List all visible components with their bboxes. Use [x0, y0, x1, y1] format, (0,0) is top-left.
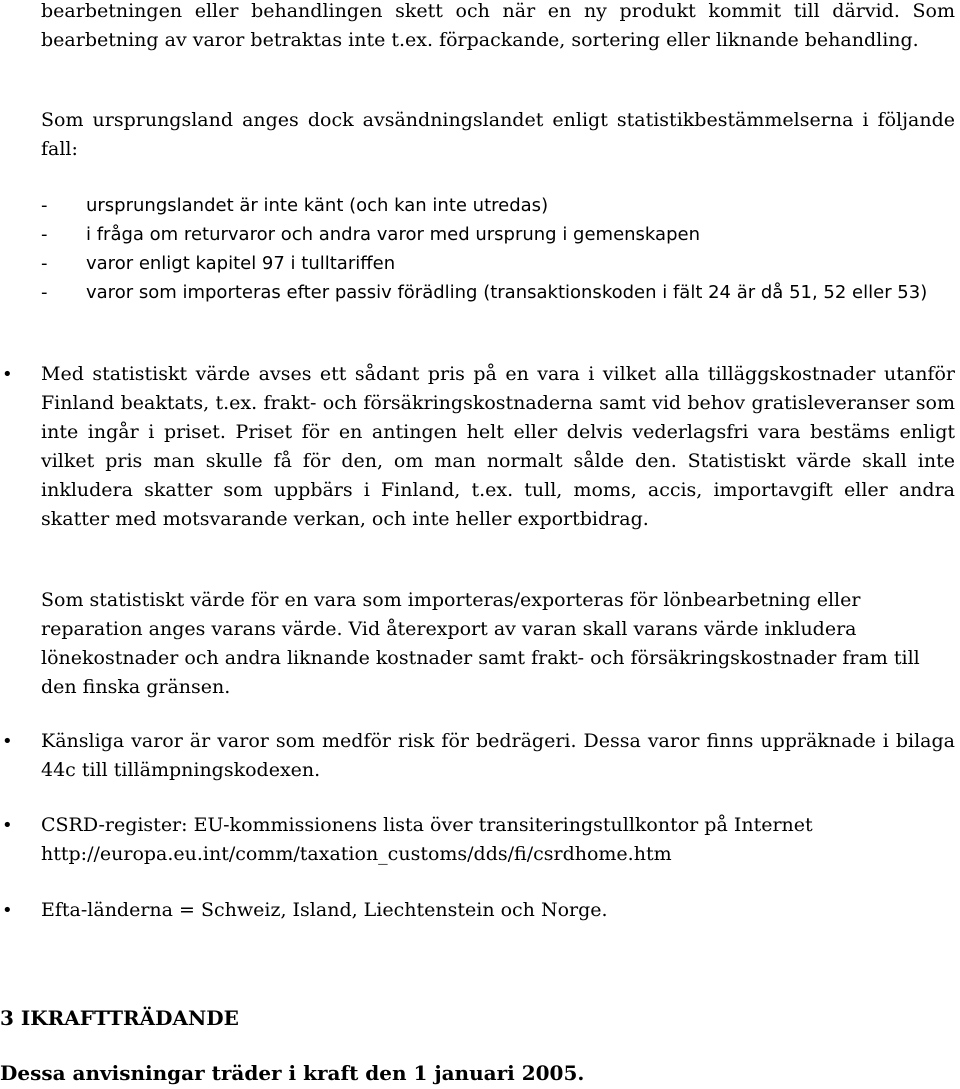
bullet-icon: • [2, 900, 13, 921]
section-heading: 3 IKRAFTTRÄDANDE [0, 1006, 239, 1030]
list-item-text: varor enligt kapitel 97 i tulltariffen [86, 253, 396, 274]
sensitive-goods-text: Känsliga varor är varor som medför risk för bedrägeri. Dessa varor finns uppräknade i bilaga 44c till tillämpningskodexen. [41, 730, 955, 781]
list-item [41, 191, 955, 220]
effective-date: Dessa anvisningar träder i kraft den 1 januari 2005. [0, 1061, 585, 1085]
intro-paragraph: bearbetningen eller behandlingen skett och när en ny produkt kommit till därvid. Som bearbetning av varor betraktas inte t.ex. förpackande, sortering eller liknande behandling. [41, 0, 955, 51]
list-item [41, 249, 955, 278]
list-item-text: ursprungslandet är inte känt (och kan inte utredas) [86, 195, 549, 216]
dash-list [41, 191, 955, 307]
list-item-text: varor som importeras efter passiv förädling (transaktionskoden i fält 24 är då 51, 52 eller 53) [86, 282, 928, 303]
list-item-text: i fråga om returvaror och andra varor med ursprung i gemenskapen [86, 224, 700, 245]
efta-countries-text: Efta-länderna = Schweiz, Island, Liechtenstein och Norge. [41, 899, 608, 921]
bullet-sensitive-goods [0, 727, 960, 785]
bullet-icon: • [2, 364, 13, 385]
origin-paragraph: Som ursprungsland anges dock avsändningslandet enligt statistikbestämmelserna i följande fall: [41, 109, 955, 160]
bullet-efta-countries [0, 896, 960, 925]
bullet-csrd-register [0, 811, 960, 869]
csrd-register-text: CSRD-register: EU-kommissionens lista över transiteringstullkontor på Internet http://europa.eu.int/comm/taxation_customs/dds/fi/csrdhome.htm [41, 814, 813, 865]
dash-marker: - [41, 195, 48, 216]
bullet-icon: • [2, 731, 13, 752]
statistical-value-text: Med statistiskt värde avses ett sådant pris på en vara i vilket alla tilläggskostnader utanför Finland beaktats, t.ex. frakt- och försäkringskostnaderna samt vid behov gratisleveranser som inte ingår i priset. Priset för en antingen helt eller delvis vederlagsfri vara bestäms enligt vilket pris man skulle få för den, om man normalt sålde den. Statistiskt värde skall inte inkludera skatter som uppbärs i Finland, t.ex. tull, moms, accis, importavgift eller andra skatter med motsvarande verkan, och inte heller exportbidrag. [41, 363, 955, 530]
dash-marker: - [41, 224, 48, 245]
bullet-statistical-value [0, 360, 960, 534]
processing-paragraph: Som statistiskt värde för en vara som importeras/exporteras för lönbearbetning eller reparation anges varans värde. Vid återexport av varan skall varans värde inkludera lönekostnader och andra liknande kostnader samt frakt- och försäkringskostnader fram till den finska gränsen. [41, 589, 920, 698]
list-item [41, 278, 955, 307]
dash-marker: - [41, 282, 48, 303]
dash-marker: - [41, 253, 48, 274]
list-item [41, 220, 955, 249]
bullet-icon: • [2, 815, 13, 836]
